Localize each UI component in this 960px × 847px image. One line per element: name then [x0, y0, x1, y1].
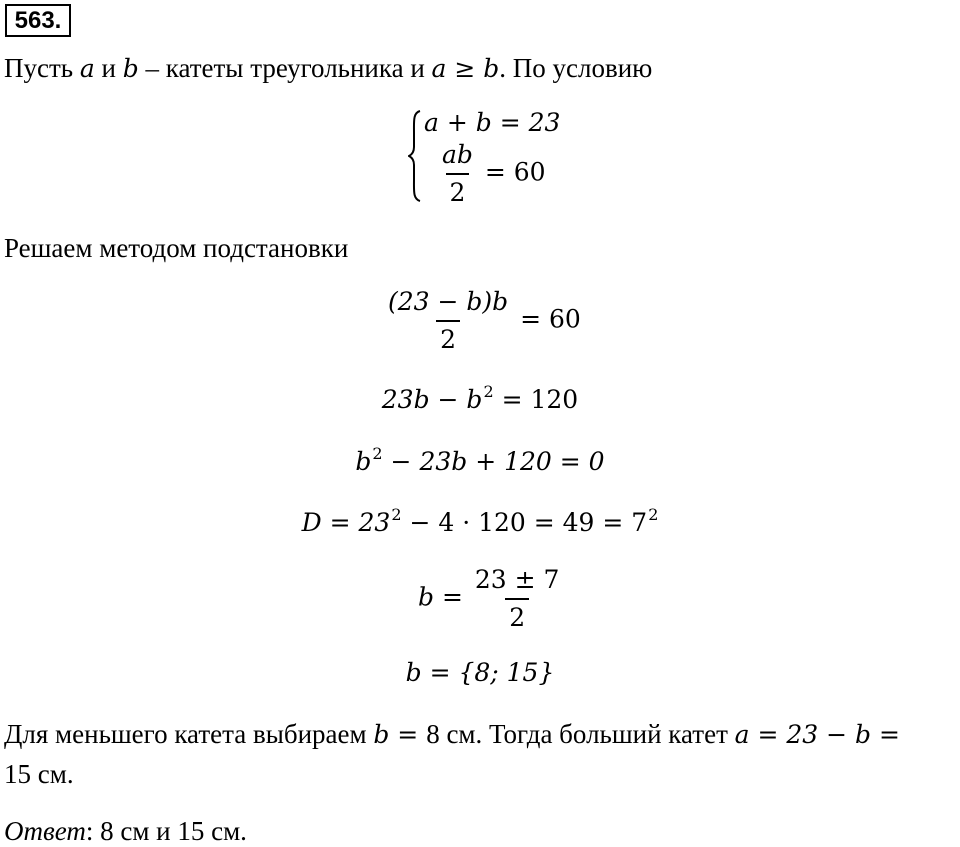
step-5-numerator: 23 ± 7 [474, 565, 560, 594]
step-2-right: = 120 [493, 385, 579, 414]
step-4-part-b: − 4 · 120 = 49 = 7 [401, 508, 648, 537]
step-5-fraction [471, 565, 564, 633]
answer-label: Ответ [4, 816, 86, 846]
step-2-exponent: 2 [483, 382, 494, 401]
var-b: b [122, 54, 139, 83]
problem-number: 563. [5, 4, 71, 37]
conclusion-part-1: Для меньшего катета выбираем [4, 719, 374, 749]
step-2 [0, 382, 960, 418]
conclusion-line-1 [4, 718, 900, 750]
system-eq2-denominator: 2 [446, 173, 470, 208]
conclusion-part-2: 8 см. Тогда больший катет [426, 719, 735, 749]
step-3-left: b [355, 447, 372, 476]
system-equation-1: a + b = 23 [424, 108, 561, 137]
var-a: a [79, 54, 95, 83]
step-1-rhs: = 60 [520, 304, 581, 334]
intro-part-1: Пусть [4, 53, 80, 83]
intro-text [4, 52, 652, 84]
step-6-text: b = {8; 15} [405, 658, 555, 687]
step-5 [418, 565, 563, 633]
intro-part-4: . По условию [499, 53, 653, 83]
step-1-fraction [384, 287, 512, 355]
step-1-numerator: (23 − b)b [388, 287, 509, 316]
answer-text: : 8 см и 15 см. [85, 816, 247, 846]
step-1-denominator: 2 [436, 320, 460, 355]
step-3-right: − 23b + 120 = 0 [382, 447, 605, 476]
system-eq2-rhs: = 60 [484, 157, 546, 187]
step-3-exponent: 2 [372, 444, 383, 463]
step-3 [0, 444, 960, 480]
step-4-part-a: D = 23 [301, 508, 391, 537]
method-text: Решаем методом подстановки [4, 233, 349, 263]
step-1 [384, 287, 581, 355]
step-6-solutions [0, 658, 960, 688]
system-eq2-numerator: ab [442, 140, 473, 169]
intro-part-3: – катеты треугольника и [138, 53, 432, 83]
step-4-discriminant [0, 505, 960, 541]
intro-part-2: и [94, 53, 123, 83]
step-5-lhs: b = [418, 582, 463, 612]
system-equation-2 [438, 140, 546, 208]
system-brace-icon [408, 109, 422, 203]
condition-a-ge-b: a ≥ b [431, 54, 500, 83]
conclusion-math-b: b = [373, 720, 427, 749]
conclusion-line-2: 15 см. [4, 759, 74, 789]
step-4-exponent-2: 2 [648, 505, 659, 524]
answer-line [4, 815, 247, 847]
system-eq2-fraction [438, 140, 477, 208]
conclusion-math-a: a = 23 − b = [734, 720, 900, 749]
step-2-left: 23b − b [381, 385, 483, 414]
step-4-exponent-1: 2 [391, 505, 402, 524]
step-5-denominator: 2 [505, 598, 529, 633]
